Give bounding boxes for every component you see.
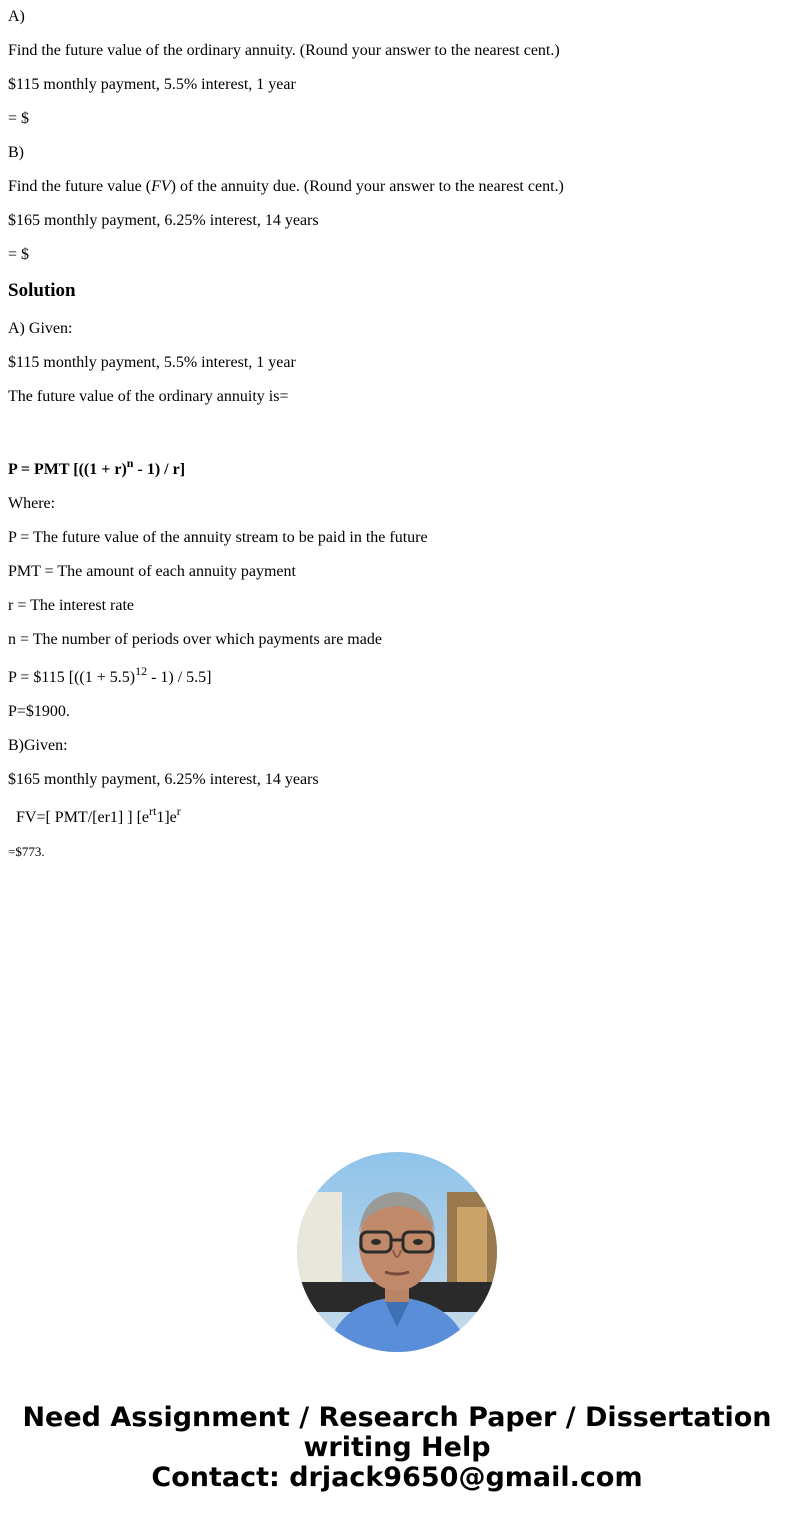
formula-prefix: P = PMT [((1 + r): [8, 461, 127, 478]
promo-contact[interactable]: Contact: drjack9650@gmail.com: [151, 1462, 643, 1493]
calculation-exponent: 12: [135, 663, 148, 678]
part-a-result: P=$1900.: [8, 703, 70, 720]
solution-a-given-label: A) Given:: [8, 320, 73, 337]
definition-n: n = The number of periods over which payments are made: [8, 631, 382, 648]
part-b-answer: = $: [8, 246, 30, 263]
author-avatar: [297, 1152, 497, 1352]
part-b-result: =$773.: [8, 844, 45, 859]
formula: [8, 455, 786, 479]
part-b-given: $165 monthly payment, 6.25% interest, 14 years: [8, 212, 319, 229]
promo-banner: [0, 1403, 794, 1493]
solution-b-given-label: B)Given:: [8, 737, 68, 754]
part-a-prompt: Find the future value of the ordinary annuity. (Round your answer to the nearest cent.): [8, 42, 560, 59]
part-b-prompt-before: Find the future value (: [8, 178, 152, 195]
solution-b-given: $165 monthly payment, 6.25% interest, 14 years: [8, 771, 319, 788]
calculation: [8, 663, 786, 687]
part-b-label: B): [8, 144, 24, 161]
part-a-answer: = $: [8, 110, 30, 127]
calculation-suffix: - 1) / 5.5]: [147, 669, 212, 686]
promo-line-2: writing Help: [303, 1432, 491, 1463]
where-label: Where:: [8, 495, 56, 512]
formula-exponent: n: [126, 455, 134, 470]
part-b-prompt-after: ) of the annuity due. (Round your answer to the nearest cent.): [170, 178, 564, 195]
definition-pmt: PMT = The amount of each annuity payment: [8, 563, 296, 580]
calculation-prefix: P = $115 [((1 + 5.5): [8, 669, 136, 686]
fv-formula: [8, 803, 786, 827]
solution-heading: Solution: [8, 280, 76, 301]
definition-r: r = The interest rate: [8, 597, 135, 614]
fv-exponent-r: r: [176, 803, 181, 818]
promo-line-1: Need Assignment / Research Paper / Dissertation: [22, 1402, 772, 1433]
part-b-prompt-fv: FV: [151, 178, 171, 195]
author-photo-icon: [297, 1152, 497, 1352]
solution-a-intro: The future value of the ordinary annuity is=: [8, 388, 289, 405]
part-a-given: $115 monthly payment, 5.5% interest, 1 year: [8, 76, 296, 93]
fv-formula-prefix: FV=[ PMT/[er1] ] [e: [16, 809, 149, 826]
promo-section: [0, 1152, 794, 1493]
part-b-prompt: [8, 178, 786, 196]
formula-suffix: - 1) / r]: [133, 461, 186, 478]
fv-exponent-rt: rt: [149, 803, 157, 818]
definition-p: P = The future value of the annuity stream to be paid in the future: [8, 529, 428, 546]
solution-a-given: $115 monthly payment, 5.5% interest, 1 year: [8, 354, 296, 371]
fv-formula-mid: 1]e: [156, 809, 177, 826]
part-a-label: A): [8, 8, 25, 25]
